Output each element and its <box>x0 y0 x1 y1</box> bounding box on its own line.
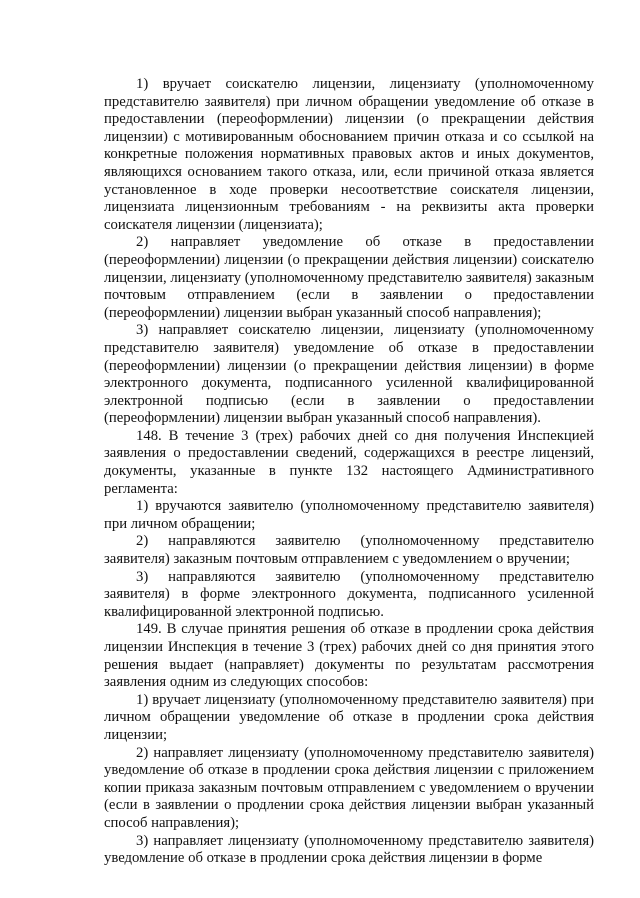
paragraph-2: 2) направляет уведомление об отказе в предоставлении (переоформлении) лицензии (о прекращении действия лицензии) соискателю лицензии, лицензиату (уполномоченному представителю заявителя) заказным почтовым отправлением (если в заявлении о предоставлении (переоформлении) лицензии выбран указанный способ направления); <box>104 234 594 321</box>
document-page <box>104 76 594 868</box>
paragraph-149-3: 3) направляет лицензиату (уполномоченному представителю заявителя) уведомление об отказе в продлении срока действия лицензии в форме <box>104 832 594 867</box>
paragraph-149: 149. В случае принятия решения об отказе в продлении срока действия лицензии Инспекция в течение 3 (трех) рабочих дней со дня принятия этого решения выдает (направляет) документы по результатам рассмотрения заявления одним из следующих способов: <box>104 621 594 691</box>
paragraph-149-2: 2) направляет лицензиату (уполномоченному представителю заявителя) уведомление об отказе в продлении срока действия лицензии с приложением копии приказа заказным почтовым отправлением с уведомлением о вручении (если в заявлении о продлении срока действия лицензии выбран указанный способ направления); <box>104 744 594 831</box>
paragraph-149-1: 1) вручает лицензиату (уполномоченному представителю заявителя) при личном обращении уведомление об отказе в продлении срока действия лицензии; <box>104 691 594 743</box>
paragraph-3: 3) направляет соискателю лицензии, лицензиату (уполномоченному представителю заявителя) уведомление об отказе в предоставлении (переоформлении) лицензии (о прекращении действия лицензии) в форме электронного документа, подписанного усиленной квалифицированной электронной подписью (если в заявлении о предоставлении (переоформлении) лицензии выбран указанный способ направления). <box>104 322 594 427</box>
paragraph-148-1: 1) вручаются заявителю (уполномоченному представителю заявителя) при личном обращении; <box>104 498 594 532</box>
paragraph-148-2: 2) направляются заявителю (уполномоченному представителю заявителя) заказным почтовым отправлением с уведомлением о вручении; <box>104 533 594 568</box>
paragraph-148: 148. В течение 3 (трех) рабочих дней со дня получения Инспекцией заявления о предоставлении сведений, содержащихся в реестре лицензий, документы, указанные в пункте 132 настоящего Административного регламента: <box>104 427 594 497</box>
paragraph-1: 1) вручает соискателю лицензии, лицензиату (уполномоченному представителю заявителя) при личном обращении уведомление об отказе в предоставлении (переоформлении) лицензии (о прекращении действия лицензии) с мотивированным обоснованием причин отказа и со ссылкой на конкретные положения нормативных правовых актов и иных документов, являющихся основанием такого отказа, или, если причиной отказа является установленное в ходе проверки несоответствие соискателя лицензии, лицензиата лицензионным требованиям - на реквизиты акта проверки соискателя лицензии (лицензиата); <box>104 76 594 233</box>
paragraph-148-3: 3) направляются заявителю (уполномоченному представителю заявителя) в форме электронного документа, подписанного усиленной квалифицированной электронной подписью. <box>104 568 594 620</box>
